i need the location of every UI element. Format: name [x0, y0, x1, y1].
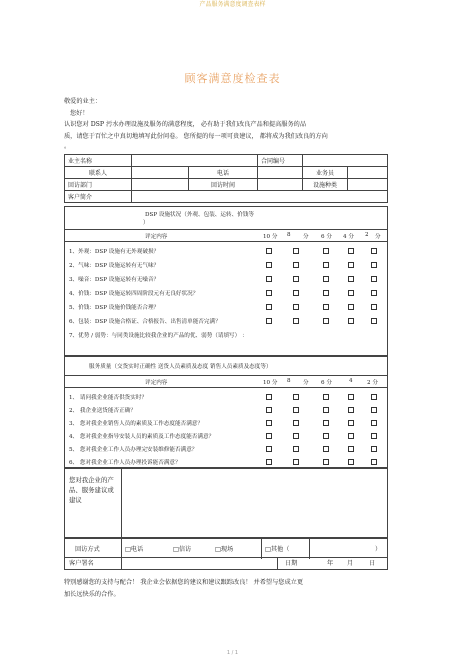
date-month: 月	[347, 560, 354, 567]
rating-checkbox[interactable]	[348, 318, 354, 324]
visit-method-onsite[interactable]: □现场	[215, 546, 234, 553]
intro-line-1: 认识您对 DSP 污水办理设施及服务的满意程度， 必有助于我们改良产品和提高服务的品	[64, 121, 307, 128]
section1-item: 4、价钱：DSP 设施运转四周阶段元有无良好状况？	[69, 291, 199, 297]
visit-method-label: 回访方式	[75, 546, 100, 553]
rating-checkbox[interactable]	[348, 276, 354, 282]
section2-score-2: 2 分	[367, 380, 378, 386]
rating-checkbox[interactable]	[323, 407, 329, 413]
section2-item: 6、 您对我企业工作人员办理投诉能否满意？	[69, 460, 181, 466]
rating-checkbox[interactable]	[371, 248, 377, 254]
rating-checkbox[interactable]	[266, 290, 272, 296]
rating-checkbox[interactable]	[266, 262, 272, 268]
visit-method-row	[64, 538, 388, 558]
rating-checkbox[interactable]	[348, 446, 354, 452]
header-strip: 产品服务满意度调查表样	[199, 1, 266, 8]
section2-item: 3、 您对我企业销售人员的素质及工作态度能否满意？	[69, 421, 203, 427]
section1-score-8-unit: 分	[303, 234, 309, 240]
suggestion-section	[64, 468, 388, 538]
equip-type-label: 设施种类	[303, 179, 348, 191]
rating-checkbox[interactable]	[266, 318, 272, 324]
rating-checkbox[interactable]	[348, 407, 354, 413]
rating-checkbox[interactable]	[371, 446, 377, 452]
rating-checkbox[interactable]	[323, 262, 329, 268]
rating-checkbox[interactable]	[293, 407, 299, 413]
section2-score-8-unit: 分	[303, 380, 309, 386]
rating-checkbox[interactable]	[323, 276, 329, 282]
rating-checkbox[interactable]	[371, 276, 377, 282]
rating-checkbox[interactable]	[348, 248, 354, 254]
intro-line-2: 质，请您于百忙之中真切地填写此份问卷。 您所提的每一项可贵建议， 都将成为我们改良的方向	[64, 133, 328, 140]
rating-checkbox[interactable]	[348, 459, 354, 465]
rating-checkbox[interactable]	[266, 248, 272, 254]
rating-checkbox[interactable]	[266, 394, 272, 400]
section2-eval-header: 评定内容	[145, 380, 168, 386]
section1-score-2-unit: 分	[375, 234, 381, 240]
rating-checkbox[interactable]	[323, 290, 329, 296]
rating-checkbox[interactable]	[266, 420, 272, 426]
contract-no-label: 合同编号	[258, 155, 303, 167]
section2-title: 服务质量（交货实时正确性 送货人员素质及态度 销售人员素质及态度等）	[89, 364, 272, 370]
rating-checkbox[interactable]	[293, 318, 299, 324]
rating-checkbox[interactable]	[371, 407, 377, 413]
owner-name-label: 业主名称	[65, 155, 132, 167]
equip-type-field[interactable]	[348, 179, 388, 191]
date-label: 日期	[285, 560, 298, 567]
visit-method-letter[interactable]: □信访	[173, 546, 192, 553]
page-title: 顾客满意度检查表	[184, 72, 281, 85]
rating-checkbox[interactable]	[293, 276, 299, 282]
hello: 您好！	[70, 110, 89, 117]
rating-checkbox[interactable]	[266, 407, 272, 413]
phone-label: 电话	[189, 167, 258, 179]
salesman-field[interactable]	[348, 167, 388, 179]
rating-checkbox[interactable]	[348, 262, 354, 268]
rating-checkbox[interactable]	[266, 446, 272, 452]
section1-title: DSP 设施状况（外观、包装、运转、价钱等	[145, 212, 254, 218]
signature-label: 客户署名	[69, 560, 94, 567]
info-table	[64, 154, 388, 203]
section1-score-8: 8	[287, 232, 291, 238]
section1-item: 7、优势 / 弱势：与同类设施比较我企业的产品的优、弱势（请填写） ：	[69, 333, 248, 339]
rating-checkbox[interactable]	[371, 304, 377, 310]
rating-checkbox[interactable]	[293, 459, 299, 465]
rating-checkbox[interactable]	[293, 433, 299, 439]
rating-checkbox[interactable]	[371, 318, 377, 324]
greeting: 敬爱的业主：	[64, 98, 102, 105]
section2-item: 5、 您对我企业工作人员办理完安装维修能否满意？	[69, 447, 198, 453]
visit-dept-label: 回访部门	[65, 179, 132, 191]
rating-checkbox[interactable]	[266, 459, 272, 465]
section1-item: 5、价钱：DSP 设施价钱能否合理？	[69, 305, 160, 311]
date-day: 日	[369, 560, 376, 567]
rating-checkbox[interactable]	[371, 459, 377, 465]
section2-score-6: 6 分	[321, 380, 332, 386]
section1-item: 1、外观：DSP 设施有无外观破损？	[69, 249, 160, 255]
rating-checkbox[interactable]	[293, 420, 299, 426]
contract-no-field[interactable]	[303, 155, 388, 167]
section1-title-end: ）	[143, 220, 149, 226]
owner-name-field[interactable]	[132, 155, 258, 167]
visit-time-field[interactable]	[258, 179, 303, 191]
section2-score-8: 8	[287, 378, 291, 384]
rating-checkbox[interactable]	[348, 304, 354, 310]
section2-score-4: 4	[349, 378, 353, 384]
rating-checkbox[interactable]	[293, 262, 299, 268]
rating-checkbox[interactable]	[371, 262, 377, 268]
signature-row	[64, 558, 388, 570]
rating-checkbox[interactable]	[323, 304, 329, 310]
section1-score-2: 2	[365, 232, 369, 238]
section2-item: 4、 您对我企业指导安装人员的素质及工作态度能否满意？	[69, 434, 215, 440]
rating-checkbox[interactable]	[266, 433, 272, 439]
salesman-label: 业务员	[303, 167, 348, 179]
rating-checkbox[interactable]	[348, 394, 354, 400]
rating-checkbox[interactable]	[323, 459, 329, 465]
rating-checkbox[interactable]	[323, 394, 329, 400]
suggestion-field[interactable]	[123, 471, 385, 537]
rating-checkbox[interactable]	[371, 433, 377, 439]
rating-checkbox[interactable]	[348, 290, 354, 296]
closing-line-1: 特别感谢您的支持与配合！ 我企业会依据您的建议和建议跟踪改良！ 并希望与您成立更	[64, 579, 304, 586]
rating-checkbox[interactable]	[323, 248, 329, 254]
rating-checkbox[interactable]	[323, 420, 329, 426]
section2-score-10: 10 分	[263, 380, 278, 386]
rating-checkbox[interactable]	[293, 304, 299, 310]
date-year: 年	[327, 560, 334, 567]
section1-eval-header: 评定内容	[145, 234, 168, 240]
page-number: 1 / 1	[226, 650, 239, 656]
rating-checkbox[interactable]	[293, 446, 299, 452]
rating-checkbox[interactable]	[323, 318, 329, 324]
contact-field[interactable]	[132, 167, 189, 179]
intro-line-3: 。	[64, 143, 71, 150]
rating-checkbox[interactable]	[348, 420, 354, 426]
section1-item: 6、包装：DSP 设施合格证、合格报告、出售清单能否完满？	[69, 319, 221, 325]
equipment-section	[64, 206, 388, 356]
section1-item: 2、气味：DSP 设施运转有无气味？	[69, 263, 160, 269]
rating-checkbox[interactable]	[348, 433, 354, 439]
visit-time-label: 回访时间	[189, 179, 258, 191]
closing-line-2: 加长远快乐的合作。	[64, 591, 120, 598]
rating-checkbox[interactable]	[266, 276, 272, 282]
section2-item: 1、 请问我企业能否供货实时？	[69, 395, 148, 401]
visit-method-end: ）	[375, 546, 382, 553]
visit-method-phone[interactable]: □电话	[125, 546, 144, 553]
section2-item: 2、 我企业送货能否正确？	[69, 408, 136, 414]
rating-checkbox[interactable]	[323, 433, 329, 439]
rating-checkbox[interactable]	[371, 290, 377, 296]
customer-profile-field[interactable]	[132, 191, 388, 203]
rating-checkbox[interactable]	[323, 446, 329, 452]
rating-checkbox[interactable]	[293, 290, 299, 296]
rating-checkbox[interactable]	[371, 394, 377, 400]
customer-profile-label: 客户简介	[65, 191, 132, 203]
rating-checkbox[interactable]	[371, 420, 377, 426]
contact-label: 联系人	[65, 167, 132, 179]
rating-checkbox[interactable]	[266, 304, 272, 310]
rating-checkbox[interactable]	[293, 394, 299, 400]
phone-field[interactable]	[258, 167, 303, 179]
rating-checkbox[interactable]	[293, 248, 299, 254]
section1-score-6: 6 分	[321, 234, 332, 240]
section1-item: 3、噪音：DSP 设施运转有无噪音？	[69, 277, 160, 283]
visit-method-other[interactable]: □其他（	[265, 546, 290, 553]
visit-dept-field[interactable]	[132, 179, 189, 191]
service-section	[64, 356, 388, 468]
section1-score-10: 10 分	[263, 234, 278, 240]
suggestion-label: 您对我企业的产品、服务建议或建议	[69, 476, 114, 504]
section1-score-4: 4 分	[343, 234, 354, 240]
